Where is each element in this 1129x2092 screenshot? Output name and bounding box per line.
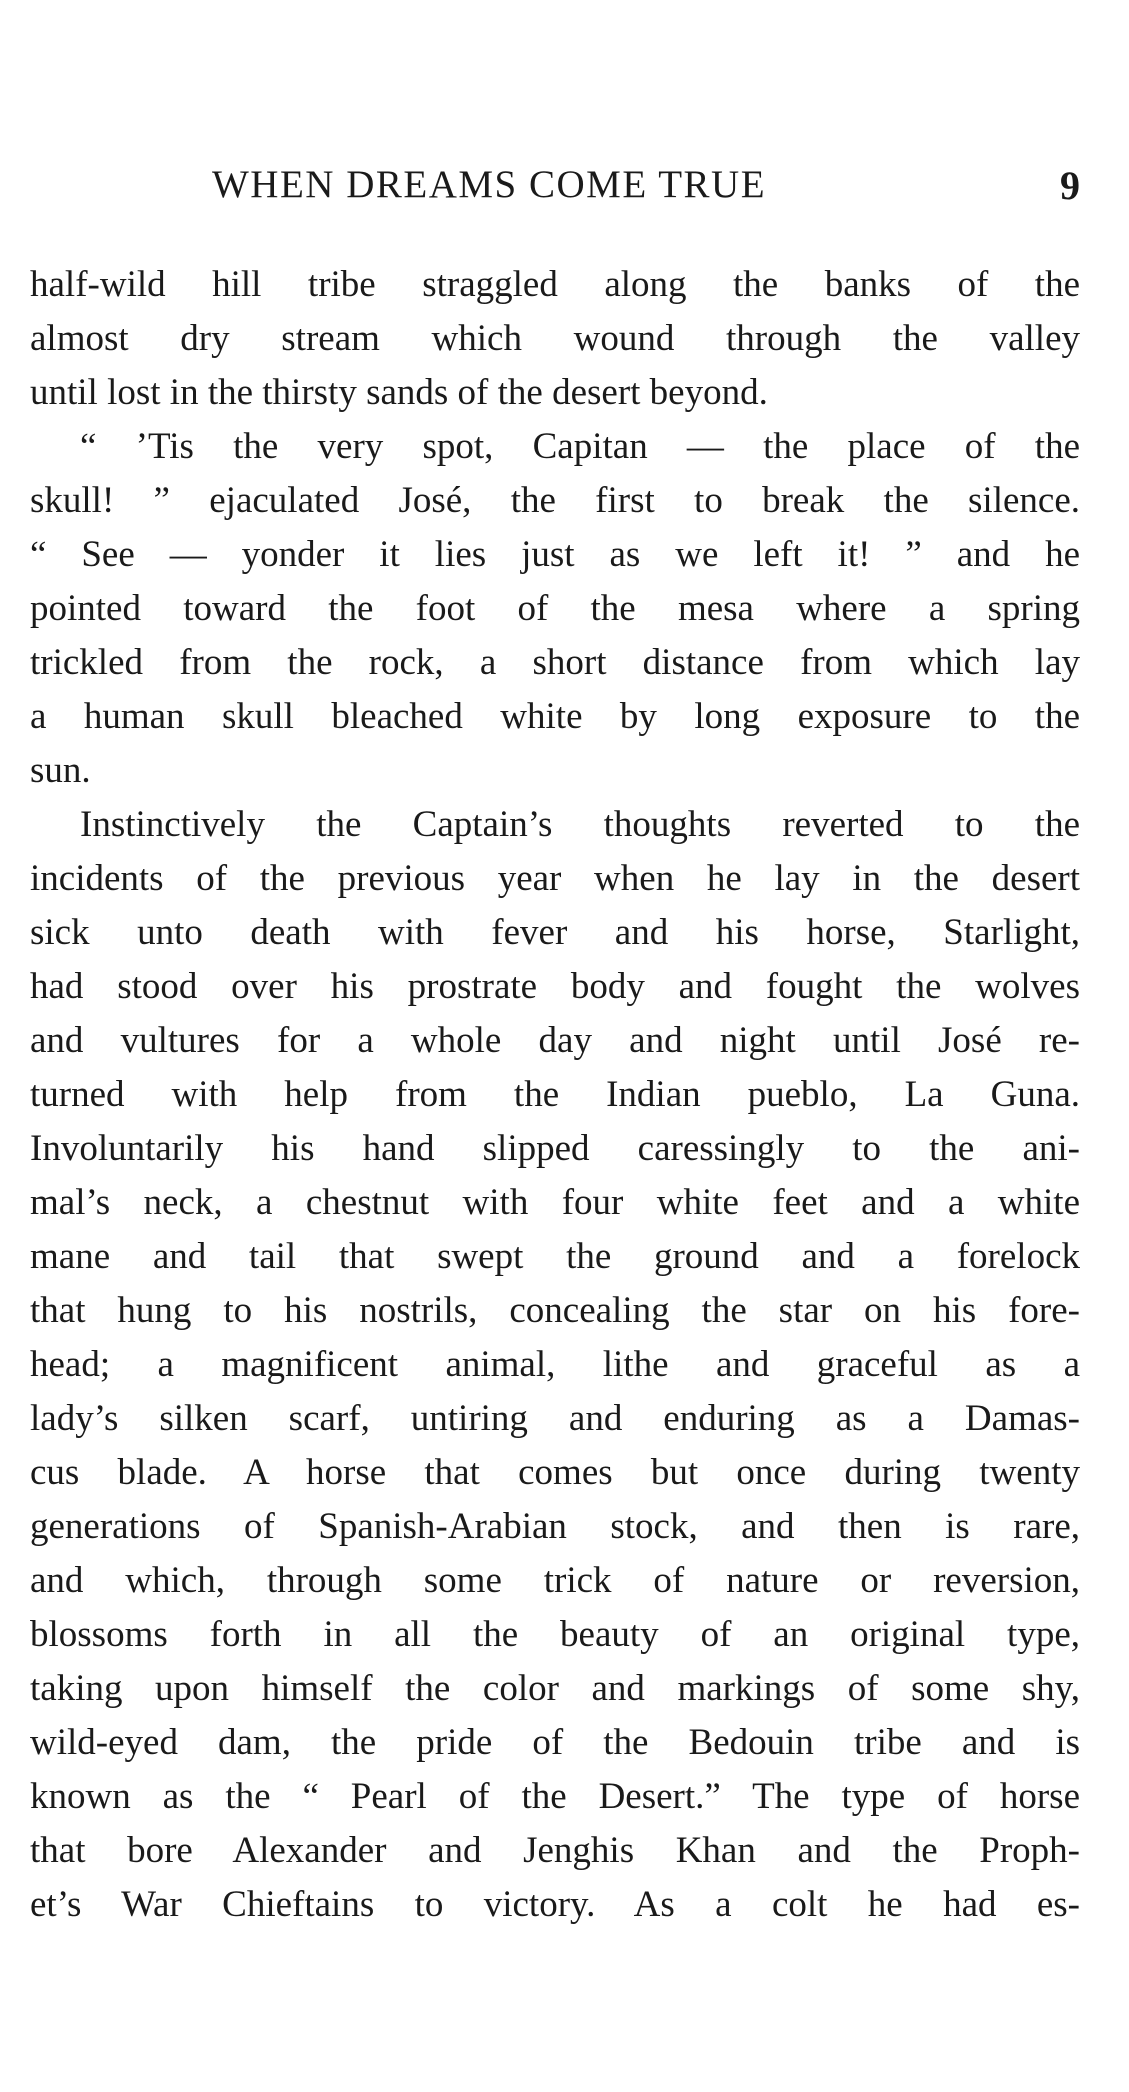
text-line: mal’s neck, a chestnut with four white feet and a white <box>30 1182 1080 1223</box>
running-head-title: WHEN DREAMS COME TRUE <box>212 163 767 206</box>
text-line: “ See — yonder it lies just as we left it! ” and he <box>30 534 1080 575</box>
text-line: et’s War Chieftains to victory. As a colt he had es- <box>30 1884 1080 1925</box>
body-text <box>30 258 1080 1932</box>
text-line: sick unto death with fever and his horse, Starlight, <box>30 912 1080 953</box>
text-line: blossoms forth in all the beauty of an original type, <box>30 1614 1080 1655</box>
text-line: “ ’Tis the very spot, Capitan — the place of the <box>80 426 1080 467</box>
text-line: wild-eyed dam, the pride of the Bedouin tribe and is <box>30 1722 1080 1763</box>
page-header <box>30 162 1080 214</box>
page-number: 9 <box>1060 163 1080 208</box>
text-line: sun. <box>30 750 91 791</box>
text-line: pointed toward the foot of the mesa where a spring <box>30 588 1080 629</box>
text-line: trickled from the rock, a short distance from which lay <box>30 642 1080 683</box>
text-line: skull! ” ejaculated José, the first to break the silence. <box>30 480 1080 521</box>
text-line: Involuntarily his hand slipped caressingly to the ani- <box>30 1128 1080 1169</box>
text-line: lady’s silken scarf, untiring and enduring as a Damas- <box>30 1398 1080 1439</box>
text-line: and which, through some trick of nature or reversion, <box>30 1560 1080 1601</box>
text-line: head; a magnificent animal, lithe and graceful as a <box>30 1344 1080 1385</box>
text-line: half-wild hill tribe straggled along the banks of the <box>30 264 1080 305</box>
text-line: generations of Spanish-Arabian stock, and then is rare, <box>30 1506 1080 1547</box>
text-line: a human skull bleached white by long exposure to the <box>30 696 1080 737</box>
text-line: and vultures for a whole day and night until José re- <box>30 1020 1080 1061</box>
text-line: that hung to his nostrils, concealing the star on his fore- <box>30 1290 1080 1331</box>
text-line: known as the “ Pearl of the Desert.” The type of horse <box>30 1776 1080 1817</box>
text-line: had stood over his prostrate body and fought the wolves <box>30 966 1080 1007</box>
text-line: taking upon himself the color and markings of some shy, <box>30 1668 1080 1709</box>
text-line: almost dry stream which wound through the valley <box>30 318 1080 359</box>
text-line: incidents of the previous year when he lay in the desert <box>30 858 1080 899</box>
text-line: that bore Alexander and Jenghis Khan and the Proph- <box>30 1830 1080 1871</box>
text-line: mane and tail that swept the ground and a forelock <box>30 1236 1080 1277</box>
text-line: turned with help from the Indian pueblo, La Guna. <box>30 1074 1080 1115</box>
text-line: cus blade. A horse that comes but once during twenty <box>30 1452 1080 1493</box>
text-line: until lost in the thirsty sands of the desert beyond. <box>30 372 768 413</box>
text-line: Instinctively the Captain’s thoughts reverted to the <box>80 804 1080 845</box>
